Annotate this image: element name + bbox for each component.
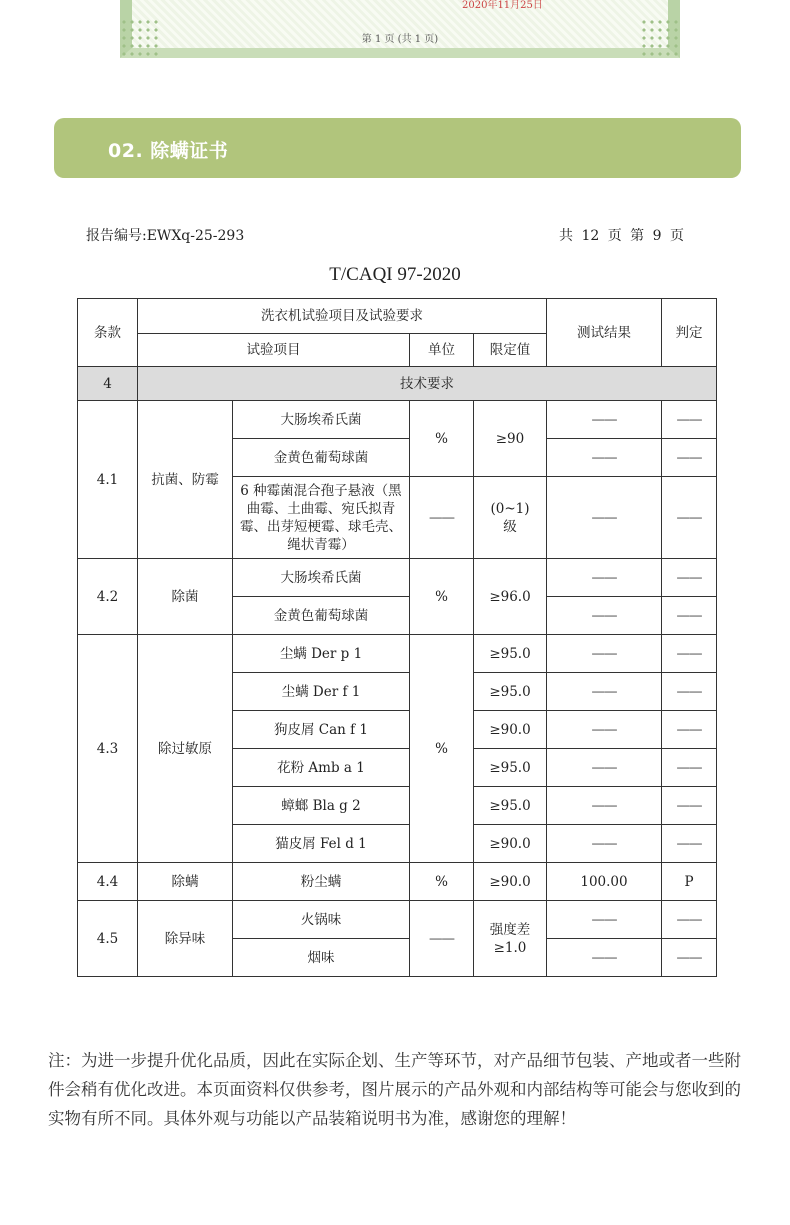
- result-cell: ——: [547, 401, 662, 439]
- verdict-cell: ——: [662, 559, 717, 597]
- result-cell: ——: [547, 825, 662, 863]
- result-cell: ——: [547, 673, 662, 711]
- limit-cell: ≥95.0: [474, 787, 547, 825]
- clause-cell: 4.3: [78, 635, 138, 863]
- section-banner: [54, 118, 741, 178]
- result-cell: ——: [547, 439, 662, 477]
- unit-cell: %: [410, 559, 474, 635]
- verdict-cell: ——: [662, 901, 717, 939]
- verdict-cell: ——: [662, 635, 717, 673]
- verdict-cell: ——: [662, 597, 717, 635]
- category-cell: 除螨: [138, 863, 233, 901]
- category-cell: 除过敏原: [138, 635, 233, 863]
- banner-title: 02. 除螨证书: [108, 140, 229, 162]
- certificate-date: 2020年11月25日: [462, 0, 543, 11]
- item-cell: 尘螨 Der f 1: [233, 673, 410, 711]
- table-row: [78, 367, 717, 401]
- table-row: [78, 401, 717, 439]
- certificate-page-footer: 第 1 页 (共 1 页): [361, 34, 439, 45]
- table-row: [78, 559, 717, 597]
- result-cell: ——: [547, 787, 662, 825]
- result-cell: ——: [547, 635, 662, 673]
- unit-cell: ——: [410, 901, 474, 977]
- clause-cell: 4.4: [78, 863, 138, 901]
- header-result: 测试结果: [547, 299, 662, 367]
- item-cell: 蟑螂 Bla g 2: [233, 787, 410, 825]
- verdict-cell: P: [662, 863, 717, 901]
- result-cell: ——: [547, 477, 662, 559]
- item-cell: 花粉 Amb a 1: [233, 749, 410, 787]
- verdict-cell: ——: [662, 673, 717, 711]
- unit-cell: ——: [410, 477, 474, 559]
- section-title-cell: 技术要求: [138, 367, 717, 401]
- item-cell: 狗皮屑 Can f 1: [233, 711, 410, 749]
- header-unit: 单位: [410, 334, 474, 367]
- certificate-image: [120, 0, 680, 58]
- limit-cell: 强度差≥1.0: [474, 901, 547, 977]
- item-cell: 金黄色葡萄球菌: [233, 597, 410, 635]
- header-limit: 限定值: [474, 334, 547, 367]
- verdict-cell: ——: [662, 749, 717, 787]
- unit-cell: %: [410, 635, 474, 863]
- item-cell: 粉尘螨: [233, 863, 410, 901]
- test-results-table: [77, 298, 717, 977]
- table-row: [78, 901, 717, 939]
- item-cell: 大肠埃希氏菌: [233, 559, 410, 597]
- verdict-cell: ——: [662, 825, 717, 863]
- result-cell: ——: [547, 559, 662, 597]
- limit-cell: ≥90.0: [474, 863, 547, 901]
- result-cell: ——: [547, 749, 662, 787]
- item-cell: 尘螨 Der p 1: [233, 635, 410, 673]
- disclaimer-note: 注：为进一步提升优化品质，因此在实际企划、生产等环节，对产品细节包装、产地或者一些附件会稍有优化改进。本页面资料仅供参考，图片展示的产品外观和内部结构等可能会与您收到的实物有所不同。具体外观与功能以产品装箱说明书为准，感谢您的理解！: [48, 1051, 741, 1128]
- limit-cell: ≥90.0: [474, 825, 547, 863]
- limit-cell: ≥95.0: [474, 673, 547, 711]
- unit-cell: %: [410, 863, 474, 901]
- standard-title: T/CAQI 97-2020: [329, 264, 461, 285]
- verdict-cell: ——: [662, 477, 717, 559]
- clause-cell: 4.5: [78, 901, 138, 977]
- result-cell: ——: [547, 939, 662, 977]
- header-group: 洗衣机试验项目及试验要求: [138, 299, 547, 334]
- limit-cell: ≥95.0: [474, 635, 547, 673]
- limit-cell: ≥90.0: [474, 711, 547, 749]
- verdict-cell: ——: [662, 787, 717, 825]
- clause-cell: 4.1: [78, 401, 138, 559]
- category-cell: 抗菌、防霉: [138, 401, 233, 559]
- report-number: 报告编号:EWXq-25-293: [86, 228, 245, 244]
- report-page-info: 共 12 页 第 9 页: [559, 228, 684, 244]
- item-cell: 火锅味: [233, 901, 410, 939]
- limit-cell: ≥90: [474, 401, 547, 477]
- item-cell: 猫皮屑 Fel d 1: [233, 825, 410, 863]
- item-cell: 大肠埃希氏菌: [233, 401, 410, 439]
- item-cell: 6 种霉菌混合孢子悬液（黑曲霉、土曲霉、宛氏拟青霉、出芽短梗霉、球毛壳、绳状青霉）: [233, 477, 410, 559]
- result-cell: ——: [547, 901, 662, 939]
- header-clause: 条款: [78, 299, 138, 367]
- table-row: [78, 863, 717, 901]
- item-cell: 金黄色葡萄球菌: [233, 439, 410, 477]
- clause-cell: 4.2: [78, 559, 138, 635]
- limit-cell: (0~1)级: [474, 477, 547, 559]
- result-cell: ——: [547, 711, 662, 749]
- category-cell: 除菌: [138, 559, 233, 635]
- limit-cell: ≥95.0: [474, 749, 547, 787]
- item-cell: 烟味: [233, 939, 410, 977]
- header-item: 试验项目: [138, 334, 410, 367]
- table-row: [78, 635, 717, 673]
- clause-cell: 4: [78, 367, 138, 401]
- category-cell: 除异味: [138, 901, 233, 977]
- verdict-cell: ——: [662, 401, 717, 439]
- limit-cell: ≥96.0: [474, 559, 547, 635]
- verdict-cell: ——: [662, 439, 717, 477]
- verdict-cell: ——: [662, 939, 717, 977]
- header-verdict: 判定: [662, 299, 717, 367]
- unit-cell: %: [410, 401, 474, 477]
- result-cell: ——: [547, 597, 662, 635]
- verdict-cell: ——: [662, 711, 717, 749]
- result-cell: 100.00: [547, 863, 662, 901]
